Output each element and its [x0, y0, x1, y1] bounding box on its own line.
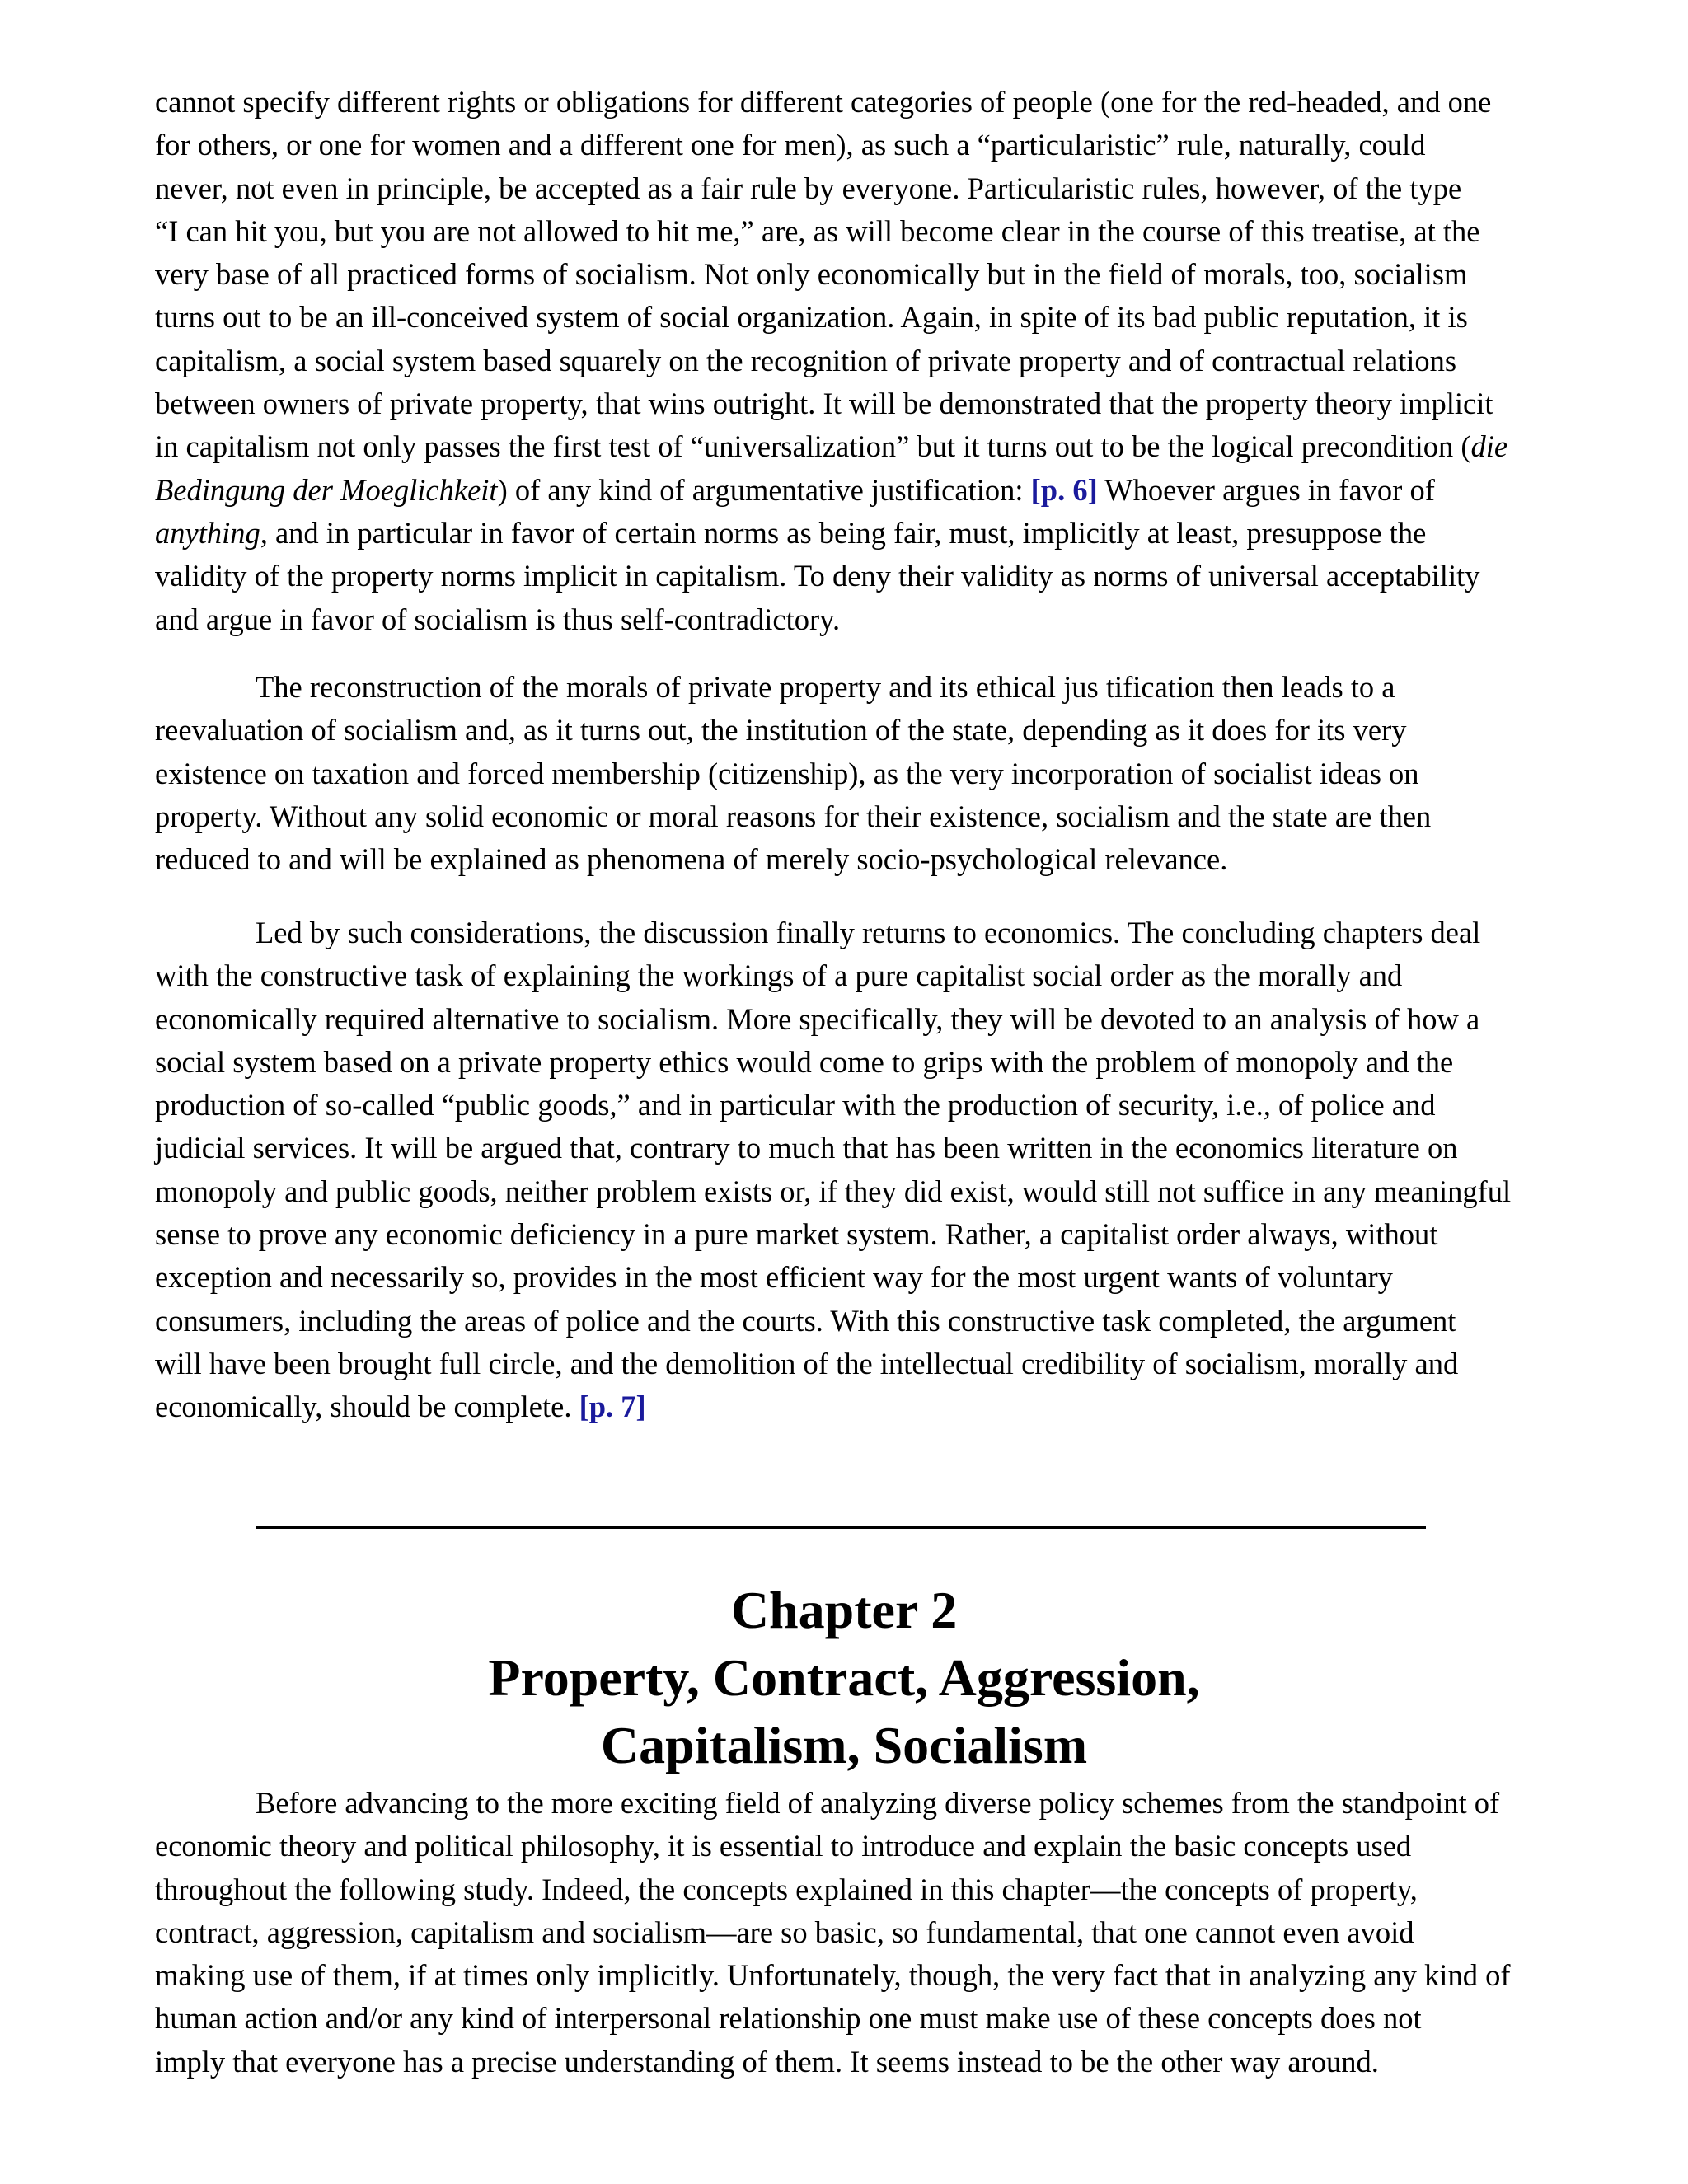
- text-line: validity of the property norms implicit in capitalism. To deny their validity as norms of universal acceptability: [155, 559, 1480, 593]
- chapter-number: Chapter 2: [730, 1581, 958, 1640]
- italic-term: Bedingung der Moeglichkeit: [155, 472, 498, 507]
- text-line: property. Without any solid economic or moral reasons for their existence, socialism and the state are then: [155, 799, 1432, 833]
- paragraph-4: [155, 1782, 1523, 2083]
- text-line: cannot specify different rights or obligations for different categories of people (one for the red-headed, and one: [155, 85, 1492, 119]
- text-line: imply that everyone has a precise understanding of them. It seems instead to be the other way around.: [155, 2044, 1379, 2079]
- text-line: Before advancing to the more exciting field of analyzing diverse policy schemes from the standpoint of: [256, 1786, 1500, 1820]
- text-fragment: economically, should be complete.: [155, 1390, 579, 1424]
- text-line: never, not even in principle, be accepted as a fair rule by everyone. Particularistic rules, however, of the type: [155, 171, 1462, 205]
- text-fragment: in capitalism not only passes the first test of “universalization” but it turns out to be the logical precondition (: [155, 429, 1471, 464]
- page-ref-link-p6[interactable]: [p. 6]: [1030, 472, 1098, 507]
- text-line: The reconstruction of the morals of private property and its ethical jus tification then leads to a: [256, 670, 1395, 704]
- italic-term: anything: [155, 515, 260, 550]
- text-line: turns out to be an ill-conceived system of social organization. Again, in spite of its bad public reputation, it is: [155, 300, 1468, 335]
- paragraph-3: [155, 912, 1523, 1429]
- chapter-heading: [0, 1577, 1688, 1779]
- text-line: sense to prove any economic deficiency in a pure market system. Rather, a capitalist order always, without: [155, 1217, 1438, 1252]
- text-line: [155, 1385, 1523, 1428]
- text-line: production of so-called “public goods,” and in particular with the production of security, i.e., of police and: [155, 1088, 1436, 1122]
- text-line: will have been brought full circle, and the demolition of the intellectual credibility of socialism, morally and: [155, 1346, 1459, 1380]
- text-line: [155, 425, 1523, 468]
- text-line: and argue in favor of socialism is thus self-contradictory.: [155, 602, 841, 636]
- text-line: judicial services. It will be argued that, contrary to much that has been written in the economics literature on: [155, 1131, 1458, 1165]
- text-line: between owners of private property, that wins outright. It will be demonstrated that the property theory implicit: [155, 387, 1493, 421]
- text-line: with the constructive task of explaining the workings of a pure capitalist social order as the morally and: [155, 958, 1403, 993]
- chapter-title-line-1: Property, Contract, Aggression,: [488, 1648, 1200, 1708]
- text-line: exception and necessarily so, provides in the most efficient way for the most urgent wants of voluntary: [155, 1260, 1393, 1295]
- text-line: [155, 512, 1523, 555]
- paragraph-1: [155, 81, 1523, 641]
- text-line: making use of them, if at times only implicitly. Unfortunately, though, the very fact that in analyzing any kind of: [155, 1958, 1511, 1993]
- text-line: social system based on a private property ethics would come to grips with the problem of monopoly and the: [155, 1044, 1454, 1079]
- text-line: consumers, including the areas of police and the courts. With this constructive task completed, the argument: [155, 1303, 1456, 1338]
- text-line: monopoly and public goods, neither problem exists or, if they did exist, would still not suffice in any meaningful: [155, 1174, 1512, 1208]
- text-line: existence on taxation and forced membership (citizenship), as the very incorporation of socialist ideas on: [155, 756, 1419, 790]
- section-divider: [256, 1526, 1426, 1529]
- text-line: human action and/or any kind of interpersonal relationship one must make use of these concepts does not: [155, 2001, 1422, 2036]
- text-line: very base of all practiced forms of socialism. Not only economically but in the field of morals, too, socialism: [155, 257, 1468, 292]
- page-ref-link-p7[interactable]: [p. 7]: [579, 1390, 646, 1424]
- italic-term: die: [1470, 429, 1508, 464]
- paragraph-2: [155, 666, 1523, 881]
- text-line: Led by such considerations, the discussion finally returns to economics. The concluding chapters deal: [256, 916, 1481, 949]
- text-line: reevaluation of socialism and, as it turns out, the institution of the state, depending as it does for its very: [155, 713, 1407, 748]
- text-line: throughout the following study. Indeed, the concepts explained in this chapter—the concepts of property,: [155, 1872, 1418, 1906]
- text-line: reduced to and will be explained as phenomena of merely socio-psychological relevance.: [155, 842, 1228, 877]
- text-line: “I can hit you, but you are not allowed to hit me,” are, as will become clear in the course of this treatise, at the: [155, 213, 1480, 248]
- text-fragment: ) of any kind of argumentative justification:: [497, 472, 1031, 507]
- text-line: economically required alternative to socialism. More specifically, they will be devoted to an analysis of how a: [155, 1001, 1480, 1036]
- text-line: for others, or one for women and a different one for men), as such a “particularistic” rule, naturally, could: [155, 128, 1426, 162]
- text-line: capitalism, a social system based squarely on the recognition of private property and of contractual relations: [155, 343, 1457, 377]
- text-line: economic theory and political philosophy, it is essential to introduce and explain the basic concepts used: [155, 1829, 1412, 1863]
- text-fragment: Whoever argues in favor of: [1097, 472, 1435, 507]
- text-fragment: , and in particular in favor of certain norms as being fair, must, implicitly at least, presuppose the: [260, 515, 1427, 550]
- chapter-title-line-2: Capitalism, Socialism: [600, 1716, 1088, 1775]
- text-line: contract, aggression, capitalism and socialism—are so basic, so fundamental, that one cannot even avoid: [155, 1915, 1414, 1949]
- text-line: [155, 469, 1523, 512]
